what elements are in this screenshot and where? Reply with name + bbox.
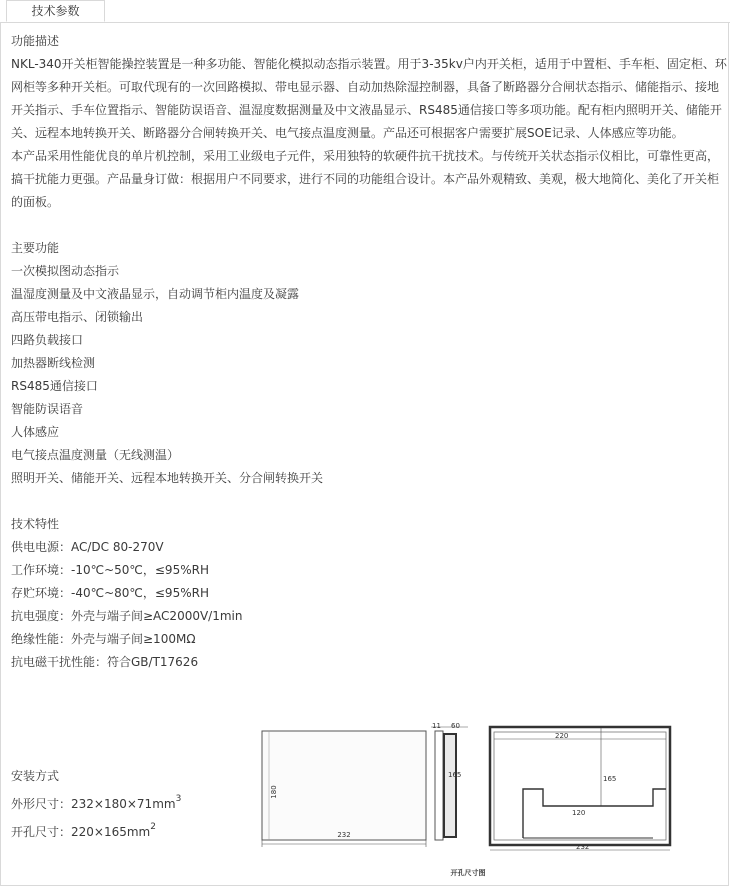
description-text: NKL-340开关柜智能操控装置是一种多功能、智能化模拟动态指示装置。用于3-35kv户内开关柜，适用于中置柜、手车柜、固定柜、环 bbox=[11, 57, 727, 71]
description-text: 网柜等多种开关柜。可取代现有的一次回路模拟、带电显示器、自动加热除湿控制器，具备了断路器分合闸状态指示、储能指示、接地 bbox=[11, 80, 720, 94]
function-item: 人体感应 bbox=[11, 425, 60, 439]
spec-item: 绝缘性能：外壳与端子间≥100MΩ bbox=[11, 632, 196, 646]
description-text: 开关指示、手车位置指示、智能防误语音、温湿度数据测量及中文液晶显示、RS485通信接口等多项功能。配有柜内照明开关、储能开 bbox=[11, 103, 722, 117]
function-item: 照明开关、储能开关、远程本地转换开关、分合闸转换开关 bbox=[11, 471, 324, 485]
description-text: 关、远程本地转换开关、断路器分合闸转换开关、电气接点温度测量。产品还可根据客户需要扩展SOE记录、人体感应等功能。 bbox=[11, 126, 684, 140]
function-item: 一次模拟图动态指示 bbox=[11, 264, 120, 278]
specs-heading: 技术特性 bbox=[11, 517, 60, 531]
content bbox=[11, 30, 727, 674]
spec-item: 抗电强度：外壳与端子间≥AC2000V/1min bbox=[11, 609, 243, 623]
diagram-caption: 开孔尺寸图 bbox=[450, 869, 486, 877]
side-top-b-label: 60 bbox=[451, 722, 460, 730]
function-item: 温湿度测量及中文液晶显示，自动调节柜内温度及凝露 bbox=[11, 287, 300, 301]
side-height-label: 165 bbox=[448, 771, 462, 779]
description-text: 本产品采用性能优良的单片机控制，采用工业级电子元件，采用独特的软硬件抗干扰技术。与传统开关状态指示仪相比，可靠性更高， bbox=[11, 149, 720, 163]
description-heading: 功能描述 bbox=[11, 34, 60, 48]
cutout-size-text: 开孔尺寸：220×165mm bbox=[11, 825, 151, 839]
function-item: 电气接点温度测量（无线测温） bbox=[11, 448, 180, 462]
front-width-label: 232 bbox=[337, 831, 351, 839]
cut-mid-label: 120 bbox=[572, 809, 586, 817]
front-height-label: 180 bbox=[270, 785, 278, 799]
function-item: 高压带电指示、闭锁输出 bbox=[11, 310, 144, 324]
cutout-size bbox=[11, 818, 181, 846]
cut-top-label: 220 bbox=[555, 732, 569, 740]
function-item: 智能防误语音 bbox=[11, 402, 84, 416]
tab-tech-params[interactable]: 技术参数 bbox=[6, 0, 105, 22]
functions-heading: 主要功能 bbox=[11, 241, 60, 255]
function-item: 四路负载接口 bbox=[11, 333, 84, 347]
spec-item: 抗电磁干扰性能：符合GB/T17626 bbox=[11, 655, 199, 669]
description-text: 的面板。 bbox=[11, 195, 60, 209]
spec-item: 供电电源：AC/DC 80-270V bbox=[11, 540, 164, 554]
outline-size bbox=[11, 790, 181, 818]
function-item: RS485通信接口 bbox=[11, 379, 98, 393]
outline-size-exponent: 3 bbox=[175, 794, 182, 804]
spec-item: 存贮环境：-40℃~80℃，≤95%RH bbox=[11, 586, 209, 600]
cut-bottom-label: 232 bbox=[576, 843, 590, 851]
function-item: 加热器断线检测 bbox=[11, 356, 96, 370]
install-heading: 安装方式 bbox=[11, 769, 60, 783]
dimension-diagram bbox=[258, 720, 678, 880]
install-section bbox=[11, 762, 181, 846]
outline-size-text: 外形尺寸：232×180×71mm bbox=[11, 797, 176, 811]
spec-item: 工作环境：-10℃~50℃，≤95%RH bbox=[11, 563, 209, 577]
cut-height-label: 165 bbox=[603, 775, 617, 783]
side-top-a-label: 11 bbox=[432, 722, 441, 730]
description-text: 搞干扰能力更强。产品量身订做：根据用户不同要求，进行不同的功能组合设计。本产品外观精致、美观，极大地简化、美化了开关柜 bbox=[11, 172, 720, 186]
tab-bar bbox=[0, 0, 730, 23]
cutout-size-exponent: 2 bbox=[150, 822, 156, 832]
